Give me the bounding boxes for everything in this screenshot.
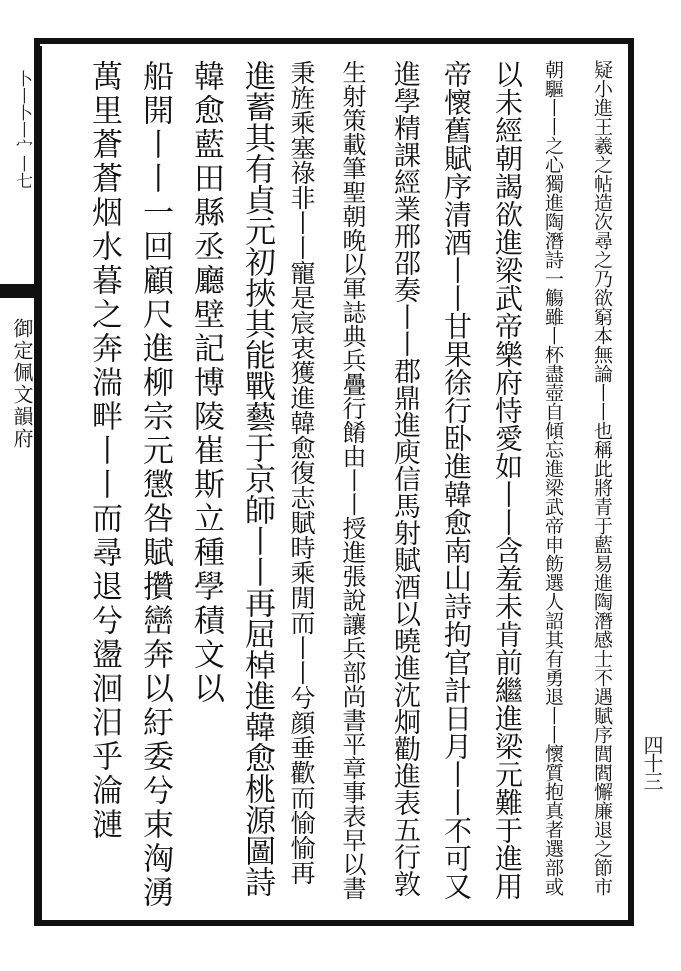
page-number: 四十三 bbox=[640, 735, 664, 789]
text-column-5: 進學精課經業邢邵奏丨丨郡鼎進庾信馬射賦酒以曉進沈炯勸進表五行敦 bbox=[389, 60, 420, 897]
margin-fish-tail bbox=[0, 284, 38, 298]
text-column-10: 船開丨丨一回顧尺進柳宗元懲咎賦攢巒奔以紆委兮束洶湧 bbox=[137, 60, 173, 910]
text-column-7: 秉旌乘塞祿非丨丨寵是宸衷獲進韓愈復志賦時乘閒而丨丨兮顔垂歡而愉愉再 bbox=[287, 60, 316, 885]
text-column-1: 疑小進王羲之帖造次尋之乃欲窮本無論丨丨也稱此將青于藍易進陶潛感士不遇賦序閭閻懈廉退之節市 bbox=[591, 60, 613, 896]
text-column-3: 以未經朝謁欲進梁武帝樂府恃愛如丨丨含羞未肯前繼進梁元難于進用 bbox=[491, 60, 524, 900]
margin-text: 卜丨卜丨宀丨七 bbox=[12, 70, 32, 189]
text-column-9: 韓愈藍田縣丞廳壁記博陵崔斯立種學積文以 bbox=[188, 60, 224, 706]
text-column-6: 生射策載筆聖朝晚以軍誌典兵疊行餚由丨丨授進張說讓兵部尚書平章事表早以書 bbox=[338, 60, 366, 900]
text-column-2: 朝驅丨丨之心獨進陶潛詩一觴雖丨杯盡壺自傾忘進梁武帝申飭選人詔其有勇退丨丨懷質抱真者選部或 bbox=[542, 60, 564, 896]
text-column-11: 萬里蒼蒼烟水暮之奔湍畔丨丨而尋退兮盪洄汨乎淪漣 bbox=[86, 60, 122, 842]
text-column-4: 帝懷舊賦序清酒丨丨甘果徐行卧進韓愈南山詩拘官計日月丨丨不可又 bbox=[440, 60, 473, 900]
text-column-8: 進蓄其有貞元初挾其能戰藝于京師丨丨再屈棹進韓愈桃源圖詩 bbox=[239, 60, 275, 897]
book-title: 御定佩文韻府 bbox=[10, 318, 34, 450]
